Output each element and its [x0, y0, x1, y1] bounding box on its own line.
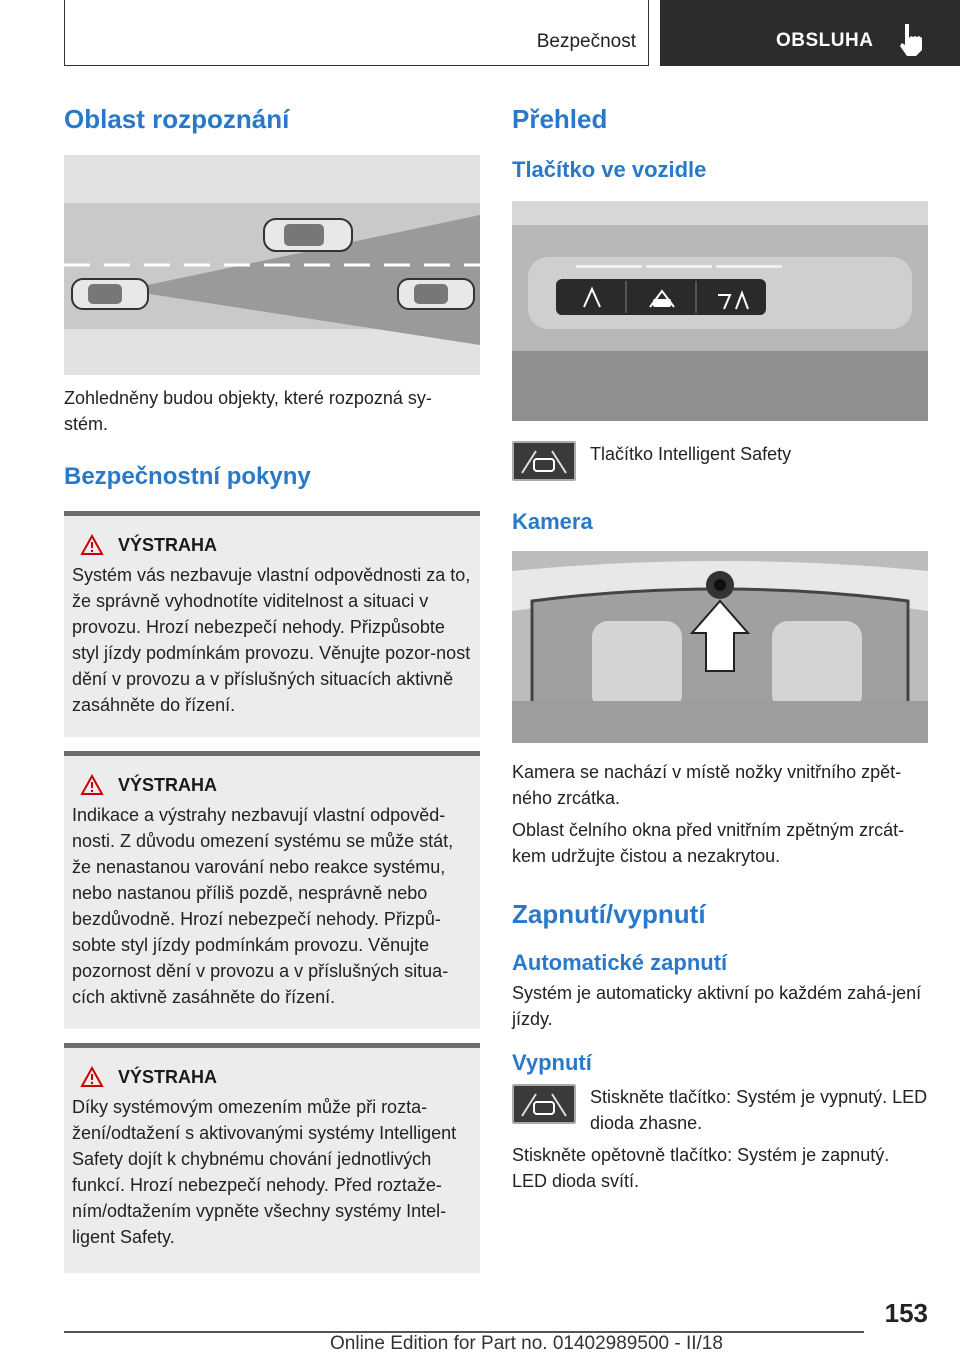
intelligent-safety-button-icon: [512, 1084, 576, 1124]
camera-illustration: [512, 551, 928, 743]
camera-text-location: Kamera se nachází v místě nožky vnitřního zpět-ného zrcátka.: [512, 762, 902, 808]
subsection-camera: Kamera: [512, 509, 593, 534]
figure-caption-detection: Zohledněny budou objekty, které rozpozná sy- stém.: [64, 388, 432, 434]
car-top: [264, 219, 352, 251]
section-title-safety: Bezpečnostní pokyny: [64, 463, 311, 490]
warning-box-1: [64, 511, 480, 737]
left-column: [64, 100, 480, 1273]
section-title-detection-area: Oblast rozpoznání: [64, 104, 290, 134]
car-right: [398, 279, 474, 309]
warning-box-3: [64, 1043, 480, 1273]
warning-label: VÝSTRAHA: [118, 534, 218, 555]
warning-text: Díky systémovým omezením může při rozta-žení/odtažení s aktivovanými systémy Intelligent Safety dojít k chybnému chování jednotlivých funkcí. Hrozí nebezpečí nehody. Před roztaže-ním/odtažením vypněte všechny systémy Intel-ligent Safety.: [72, 1097, 457, 1247]
car-left: [72, 279, 148, 309]
warning-triangle-icon: [80, 534, 104, 556]
warning-text: Systém vás nezbavuje vlastní odpovědnosti za to, že správně vyhodnotíte viditelnost a situaci v provozu. Hrozí nebezpečí nehody. Přizpůsobte styl jízdy podmínkám provozu. Věnujte pozor-nost dění v provozu a v příslušných situacích aktivně zasáhněte do řízení.: [72, 565, 471, 715]
button-caption-row: [512, 441, 928, 481]
warning-label: VÝSTRAHA: [118, 1066, 218, 1087]
detection-area-illustration: [64, 155, 480, 375]
header-section-box: [64, 0, 649, 66]
pointing-hand-icon: [896, 22, 926, 58]
subsection-off: Vypnutí: [512, 1050, 592, 1075]
subsection-auto-on: Automatické zapnutí: [512, 950, 728, 975]
off-instruction-text: Stiskněte tlačítko: Systém je vypnutý. LED dioda zhasne.: [590, 1087, 928, 1133]
warning-text: Indikace a výstrahy nezbavují vlastní odpověd-nosti. Z důvodu omezení systému se může stát, že nenastanou varování nebo reakce systému, nebo nastanou příliš pozdě, nesprávně nebo bezdůvodně. Hrozí nebezpečí nehody. Přizpů-sobte styl jízdy podmínkám provozu. Věnujte pozornost dění v provozu a v příslušných situa-cích aktivně zasáhněte do řízení.: [72, 805, 454, 1007]
warning-box-2: [64, 751, 480, 1029]
auto-on-text: Systém je automaticky aktivní po každém zahá-jení jízdy.: [512, 983, 922, 1029]
section-title-overview: Přehled: [512, 104, 608, 134]
right-column: [512, 100, 928, 1194]
camera-photo: [512, 551, 928, 743]
footer-edition: Online Edition for Part no. 01402989500 - II/18: [330, 1333, 723, 1354]
camera-text-keep-clean: Oblast čelního okna před vnitřním zpětným zrcát-kem udržujte čistou a nezakrytou.: [512, 820, 905, 866]
vehicle-button-illustration: [512, 201, 928, 421]
section-title-on-off: Zapnutí/vypnutí: [512, 899, 706, 929]
header-section-title: Bezpečnost: [536, 31, 636, 52]
warning-triangle-icon: [80, 774, 104, 796]
page-number: 153: [884, 1298, 928, 1328]
intelligent-safety-button-icon: [512, 441, 576, 481]
detection-area-figure: [64, 155, 480, 375]
subsection-button-in-vehicle: Tlačítko ve vozidle: [512, 157, 707, 182]
vehicle-button-photo: [512, 201, 928, 421]
header-chapter-box: [660, 0, 960, 66]
button-caption: Tlačítko Intelligent Safety: [590, 444, 792, 464]
off-instruction-row: [512, 1084, 928, 1136]
warning-label: VÝSTRAHA: [118, 774, 218, 795]
on-instruction-text: Stiskněte opětovně tlačítko: Systém je zapnutý. LED dioda svítí.: [512, 1145, 890, 1191]
header-chapter-title: OBSLUHA: [776, 30, 874, 51]
warning-triangle-icon: [80, 1066, 104, 1088]
